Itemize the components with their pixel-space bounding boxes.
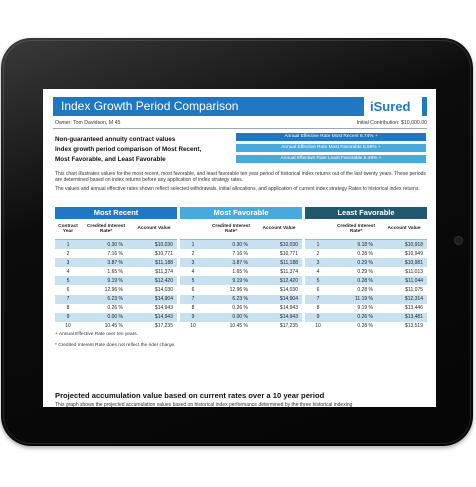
- cell-contract-year: 2: [66, 250, 70, 257]
- cell-contract-year: 10: [65, 323, 71, 330]
- brand-logo: [364, 97, 422, 116]
- effective-rates: [236, 133, 426, 166]
- cell-account-value: $13,446: [404, 305, 423, 312]
- table-column-headers: [55, 219, 177, 240]
- cell-credited-rate: 0.00 %: [232, 314, 248, 321]
- cell-credited-rate: 7.16 %: [232, 250, 248, 257]
- headline-line: Most Favorable, and Least Favorable: [55, 156, 166, 163]
- camera-icon: [454, 236, 463, 245]
- cell-account-value: $11,075: [405, 287, 423, 294]
- cell-account-value: $12,420: [154, 277, 173, 284]
- rate-most-favorable: Annual Effective Rate Most Favorable 5.59% +: [236, 144, 426, 152]
- table-row: [305, 276, 427, 285]
- cell-contract-year: 4: [316, 268, 320, 275]
- cell-account-value: $13,481: [404, 314, 423, 321]
- cell-account-value: $10,030: [279, 241, 298, 248]
- cell-credited-rate: 9.18 %: [357, 241, 373, 248]
- cell-contract-year: 6: [66, 287, 70, 294]
- table-row: [55, 276, 177, 285]
- cell-credited-rate: 11.19 %: [355, 296, 373, 303]
- cell-contract-year: 8: [191, 305, 195, 312]
- table-row: [305, 285, 427, 294]
- table-row: [180, 267, 302, 276]
- cell-account-value: $17,235: [154, 323, 173, 330]
- cell-contract-year: 3: [191, 259, 195, 266]
- cell-contract-year: 9: [316, 314, 320, 321]
- cell-account-value: $11,044: [405, 277, 423, 284]
- table-row: [55, 267, 177, 276]
- col-credited-rate: Credited Interest Rate*: [86, 223, 126, 234]
- cell-credited-rate: 0.30 %: [232, 241, 248, 248]
- cell-account-value: $11,013: [405, 268, 423, 275]
- cell-contract-year: 4: [66, 268, 70, 275]
- cell-credited-rate: 0.28 %: [357, 287, 373, 294]
- cell-account-value: $17,235: [279, 323, 298, 330]
- cell-account-value: $10,949: [404, 250, 423, 257]
- table-row: [180, 295, 302, 304]
- table-row: [305, 313, 427, 322]
- cell-credited-rate: 0.26 %: [107, 305, 123, 312]
- cell-credited-rate: 10.45 %: [104, 323, 123, 330]
- table-row: [305, 258, 427, 267]
- table-title: Most Favorable: [180, 207, 302, 219]
- cell-credited-rate: 0.28 %: [357, 277, 373, 284]
- cell-account-value: $10,771: [154, 250, 173, 257]
- table-row: [180, 258, 302, 267]
- cell-account-value: $14,943: [279, 314, 298, 321]
- cell-contract-year: 10: [190, 323, 196, 330]
- table-title: Most Recent: [55, 207, 177, 219]
- document-screen: [43, 89, 436, 407]
- cell-contract-year: 1: [191, 241, 195, 248]
- summary-headline: [55, 135, 220, 165]
- table-title: Least Favorable: [305, 207, 427, 219]
- cell-contract-year: 7: [191, 296, 195, 303]
- header-divider: [53, 128, 427, 129]
- cell-contract-year: 5: [191, 277, 195, 284]
- table-row: [55, 240, 177, 249]
- cell-credited-rate: 9.19 %: [357, 305, 373, 312]
- cell-account-value: $14,943: [279, 305, 298, 312]
- cell-account-value: $14,904: [279, 296, 298, 303]
- cell-contract-year: 7: [316, 296, 320, 303]
- cell-account-value: $13,519: [404, 323, 423, 330]
- cell-contract-year: 2: [316, 250, 320, 257]
- description-paragraph: This chart illustrates values for the most recent, most favorable, and least favorable ten year period of historical index returns out of the last twenty years. These periods are determined based on index returns before any application of index strategy rates.: [55, 171, 426, 184]
- initial-contribution: Initial Contribution: $10,000.00: [356, 120, 427, 126]
- cell-account-value: $14,030: [154, 287, 173, 294]
- cell-account-value: $14,030: [279, 287, 298, 294]
- table-row: [180, 322, 302, 331]
- table-row: [180, 276, 302, 285]
- cell-contract-year: 9: [66, 314, 70, 321]
- tablet-frame: [1, 38, 473, 446]
- table-row: [305, 249, 427, 258]
- cell-account-value: $11,374: [155, 268, 173, 275]
- table-body: [180, 240, 302, 331]
- cell-contract-year: 6: [316, 287, 320, 294]
- cell-credited-rate: 0.26 %: [357, 314, 373, 321]
- table-row: [55, 249, 177, 258]
- table-most-recent: [55, 207, 177, 331]
- col-credited-rate: Credited Interest Rate*: [336, 223, 376, 234]
- cell-credited-rate: 6.23 %: [107, 296, 123, 303]
- cell-account-value: $12,420: [279, 277, 298, 284]
- rate-most-recent: Annual Effective Rate Most Recent 6.74% +: [236, 133, 426, 141]
- col-account-value: Account Value: [387, 226, 421, 232]
- table-row: [55, 304, 177, 313]
- table-column-headers: [180, 219, 302, 240]
- table-column-headers: [305, 219, 427, 240]
- report-title: Index Growth Period Comparison: [61, 99, 239, 113]
- cell-credited-rate: 1.65 %: [232, 268, 248, 275]
- cell-contract-year: 1: [66, 241, 70, 248]
- cell-contract-year: 9: [191, 314, 195, 321]
- table-body: [305, 240, 427, 331]
- cell-account-value: $11,374: [280, 268, 298, 275]
- cell-credited-rate: 0.00 %: [107, 314, 123, 321]
- cell-contract-year: 3: [66, 259, 70, 266]
- table-row: [305, 295, 427, 304]
- table-row: [305, 304, 427, 313]
- cell-credited-rate: 6.23 %: [232, 296, 248, 303]
- cell-account-value: $14,943: [154, 314, 173, 321]
- cell-credited-rate: 0.26 %: [232, 305, 248, 312]
- table-row: [180, 313, 302, 322]
- table-body: [55, 240, 177, 331]
- owner-info: Owner: Tom Davidson, M 45: [55, 120, 121, 126]
- cell-contract-year: 6: [191, 287, 195, 294]
- table-row: [180, 285, 302, 294]
- table-row: [55, 322, 177, 331]
- cell-credited-rate: 12.96 %: [104, 287, 123, 294]
- cell-credited-rate: 9.19 %: [232, 277, 248, 284]
- table-row: [55, 258, 177, 267]
- cell-credited-rate: 3.87 %: [232, 259, 248, 266]
- col-credited-rate: Credited Interest Rate*: [211, 223, 251, 234]
- cell-account-value: $14,943: [154, 305, 173, 312]
- cell-account-value: $11,188: [280, 259, 298, 266]
- col-contract-year: Contract Year: [58, 223, 78, 234]
- table-most-favorable: [180, 207, 302, 331]
- table-row: [55, 313, 177, 322]
- cell-contract-year: 10: [315, 323, 321, 330]
- cell-account-value: $12,314: [404, 296, 423, 303]
- cell-contract-year: 7: [66, 296, 70, 303]
- table-least-favorable: [305, 207, 427, 331]
- cell-account-value: $10,981: [404, 259, 423, 266]
- cell-contract-year: 5: [316, 277, 320, 284]
- chart-description: [55, 171, 427, 194]
- headline-line: Non-guaranteed annuity contract values: [55, 136, 176, 143]
- footnote-rate: + Annual Effective Rate over ten years.: [55, 332, 138, 337]
- cell-credited-rate: 1.65 %: [107, 268, 123, 275]
- cell-contract-year: 2: [191, 250, 195, 257]
- cell-credited-rate: 10.45 %: [229, 323, 248, 330]
- cell-credited-rate: 0.30 %: [107, 241, 123, 248]
- table-row: [180, 240, 302, 249]
- cell-account-value: $11,188: [155, 259, 173, 266]
- footnote-credited: * Credited Interest Rate does not reflect the rider charge.: [55, 343, 176, 348]
- cell-credited-rate: 0.28 %: [357, 250, 373, 257]
- table-row: [305, 267, 427, 276]
- table-row: [180, 249, 302, 258]
- table-row: [305, 240, 427, 249]
- cell-contract-year: 5: [66, 277, 70, 284]
- cell-account-value: $14,904: [154, 296, 173, 303]
- report-header: [53, 97, 427, 116]
- cell-account-value: $10,030: [154, 241, 173, 248]
- cell-contract-year: 4: [191, 268, 195, 275]
- cell-credited-rate: 0.28 %: [357, 323, 373, 330]
- cell-account-value: $10,918: [404, 241, 423, 248]
- cell-credited-rate: 12.96 %: [229, 287, 248, 294]
- cell-credited-rate: 0.29 %: [357, 259, 373, 266]
- cell-credited-rate: 3.87 %: [107, 259, 123, 266]
- table-row: [305, 322, 427, 331]
- projection-description: This graph shows the projected accumulation values based on historical index performance determined by the three historical indexing: [55, 402, 353, 407]
- rate-least-favorable: Annual Effective Rate Least Favorable 5.49% +: [236, 155, 426, 163]
- cell-credited-rate: 9.19 %: [107, 277, 123, 284]
- brand-logo-text: iSured: [370, 99, 411, 114]
- table-row: [180, 304, 302, 313]
- cell-credited-rate: 7.16 %: [107, 250, 123, 257]
- cell-account-value: $10,771: [279, 250, 298, 257]
- cell-contract-year: 8: [66, 305, 70, 312]
- headline-line: Index growth period comparison of Most Recent,: [55, 146, 202, 153]
- col-account-value: Account Value: [137, 226, 171, 232]
- col-account-value: Account Value: [262, 226, 296, 232]
- table-row: [55, 295, 177, 304]
- cell-contract-year: 3: [316, 259, 320, 266]
- cell-contract-year: 8: [316, 305, 320, 312]
- table-row: [55, 285, 177, 294]
- projection-title: Projected accumulation value based on current rates over a 10 year period: [55, 391, 325, 400]
- cell-credited-rate: 0.29 %: [357, 268, 373, 275]
- cell-contract-year: 1: [316, 241, 320, 248]
- description-paragraph: The values and annual effective rates shown reflect selected withdrawals, initial allocations, and application of current index strategy Rates to historical index returns.: [55, 185, 420, 192]
